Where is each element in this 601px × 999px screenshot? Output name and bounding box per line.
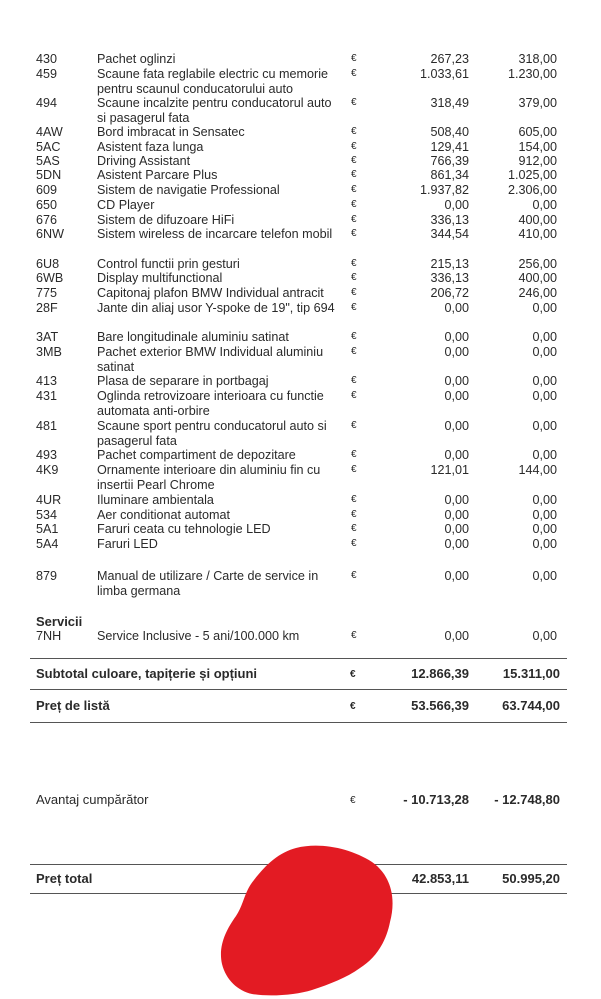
item-description: Faruri ceata cu tehnologie LED [97,522,271,536]
item-currency: € [351,126,357,137]
item-net-price: 0,00 [444,522,469,536]
item-net-price: 0,00 [444,389,469,403]
item-description: Control functii prin gesturi [97,257,240,271]
item-code: 5AS [36,154,60,168]
item-net-price: 336,13 [430,213,469,227]
item-net-price: 0,00 [444,301,469,315]
item-gross-price: 0,00 [532,537,557,551]
item-code: 3MB [36,345,62,359]
item-code: 609 [36,183,58,197]
advantage-gross: - 12.748,80 [494,792,560,807]
item-net-price: 336,13 [430,271,469,285]
item-description: Iluminare ambientala [97,493,214,507]
item-gross-price: 1.025,00 [507,168,557,182]
item-description: Sistem de navigatie Professional [97,183,280,197]
list-price-currency: € [350,701,356,712]
item-net-price: 318,49 [430,96,469,110]
item-net-price: 0,00 [444,419,469,433]
advantage-currency: € [350,795,356,806]
item-description: Scaune incalzite pentru conducatorul auto si pasagerul fata [97,96,332,125]
subtotal-net: 12.866,39 [411,666,469,681]
item-currency: € [351,155,357,166]
item-gross-price: 0,00 [532,374,557,388]
item-net-price: 766,39 [430,154,469,168]
item-description: Faruri LED [97,537,158,551]
item-description: Capitonaj plafon BMW Individual antracit [97,286,324,300]
item-net-price: 0,00 [444,629,469,643]
advantage-label: Avantaj cumpărător [36,792,149,807]
services-section-title: Servicii [36,614,83,629]
item-currency: € [351,538,357,549]
item-net-price: 215,13 [430,257,469,271]
item-description: Oglinda retrovizoare interioara cu functie automata anti-orbire [97,389,324,418]
item-currency: € [351,509,357,520]
item-gross-price: 0,00 [532,493,557,507]
item-description: Asistent faza lunga [97,140,204,154]
item-gross-price: 256,00 [518,257,557,271]
list-price-label: Preț de listă [36,698,110,713]
item-net-price: 0,00 [444,345,469,359]
item-currency: € [351,346,357,357]
list-price-gross: 63.744,00 [502,698,560,713]
total-gross: 50.995,20 [502,871,560,886]
item-net-price: 508,40 [430,125,469,139]
item-code: 676 [36,213,58,227]
item-net-price: 0,00 [444,448,469,462]
item-code: 481 [36,419,58,433]
item-currency: € [351,449,357,460]
item-code: 5A1 [36,522,59,536]
item-gross-price: 400,00 [518,213,557,227]
item-code: 7NH [36,629,62,643]
item-currency: € [351,390,357,401]
item-code: 28F [36,301,58,315]
item-description: Driving Assistant [97,154,191,168]
item-code: 5A4 [36,537,59,551]
watermark-text: autovit.ro [8,974,67,989]
item-net-price: 0,00 [444,493,469,507]
item-description: Sistem wireless de incarcare telefon mobil [97,227,333,241]
item-currency: € [351,199,357,210]
item-net-price: 0,00 [444,374,469,388]
item-currency: € [351,228,357,239]
item-currency: € [351,214,357,225]
item-currency: € [351,272,357,283]
item-code: 459 [36,67,58,81]
item-gross-price: 144,00 [518,463,557,477]
item-net-price: 344,54 [430,227,469,241]
item-description: Asistent Parcare Plus [97,168,218,182]
item-code: 5DN [36,168,62,182]
item-gross-price: 318,00 [518,52,557,66]
item-gross-price: 912,00 [518,154,557,168]
item-code: 3AT [36,330,59,344]
item-code: 4K9 [36,463,59,477]
item-currency: € [351,68,357,79]
item-gross-price: 246,00 [518,286,557,300]
item-description: Aer conditionat automat [97,508,231,522]
total-net: 42.853,11 [411,871,469,886]
item-code: 5AC [36,140,61,154]
item-description: Jante din aliaj usor Y-spoke de 19", tip 694 [97,301,335,315]
item-net-price: 1.033,61 [419,67,469,81]
item-code: 775 [36,286,58,300]
item-gross-price: 0,00 [532,389,557,403]
item-net-price: 206,72 [430,286,469,300]
item-gross-price: 0,00 [532,198,557,212]
item-net-price: 0,00 [444,537,469,551]
item-gross-price: 0,00 [532,522,557,536]
item-net-price: 121,01 [430,463,469,477]
item-net-price: 129,41 [430,140,469,154]
item-net-price: 267,23 [430,52,469,66]
item-currency: € [351,494,357,505]
item-gross-price: 0,00 [532,419,557,433]
item-net-price: 0,00 [444,330,469,344]
item-description: CD Player [97,198,155,212]
item-description: Manual de utilizare / Carte de service in limba germana [97,569,319,598]
item-net-price: 0,00 [444,508,469,522]
item-gross-price: 1.230,00 [507,67,557,81]
item-code: 494 [36,96,58,110]
item-currency: € [351,464,357,475]
item-description: Scaune sport pentru conducatorul auto si pasagerul fata [97,419,327,448]
item-description: Display multifunctional [97,271,223,285]
item-code: 6NW [36,227,64,241]
item-gross-price: 0,00 [532,569,557,583]
item-code: 4AW [36,125,63,139]
item-code: 4UR [36,493,62,507]
subtotal-label: Subtotal culoare, tapițerie și opțiuni [36,666,258,681]
item-gross-price: 0,00 [532,301,557,315]
item-currency: € [351,169,357,180]
item-currency: € [351,287,357,298]
item-net-price: 0,00 [444,569,469,583]
item-description: Plasa de separare in portbagaj [97,374,269,388]
item-gross-price: 0,00 [532,629,557,643]
item-currency: € [351,184,357,195]
item-net-price: 0,00 [444,198,469,212]
subtotal-currency: € [350,669,356,680]
item-code: 534 [36,508,58,522]
item-description: Service Inclusive - 5 ani/100.000 km [97,629,300,643]
item-gross-price: 0,00 [532,508,557,522]
item-gross-price: 400,00 [518,271,557,285]
item-currency: € [351,375,357,386]
item-code: 413 [36,374,58,388]
item-currency: € [351,141,357,152]
item-code: 6U8 [36,257,60,271]
item-gross-price: 0,00 [532,448,557,462]
item-description: Scaune fata reglabile electric cu memorie pentru scaunul conducatorului auto [97,67,328,96]
item-currency: € [351,331,357,342]
item-gross-price: 154,00 [518,140,557,154]
item-description: Pachet oglinzi [97,52,176,66]
item-code: 650 [36,198,58,212]
item-currency: € [351,570,357,581]
item-code: 493 [36,448,58,462]
item-code: 430 [36,52,58,66]
list-price-net: 53.566,39 [411,698,469,713]
item-net-price: 861,34 [430,168,469,182]
item-gross-price: 2.306,00 [507,183,557,197]
item-description: Pachet compartiment de depozitare [97,448,296,462]
item-description: Bord imbracat in Sensatec [97,125,245,139]
item-code: 6WB [36,271,64,285]
item-currency: € [351,53,357,64]
item-currency: € [351,420,357,431]
item-currency: € [351,258,357,269]
advantage-net: - 10.713,28 [403,792,469,807]
item-currency: € [351,630,357,641]
item-description: Ornamente interioare din aluminiu fin cu insertii Pearl Chrome [97,463,321,492]
item-currency: € [351,523,357,534]
item-description: Bare longitudinale aluminiu satinat [97,330,289,344]
item-code: 879 [36,569,58,583]
item-gross-price: 410,00 [518,227,557,241]
item-code: 431 [36,389,58,403]
item-gross-price: 379,00 [518,96,557,110]
item-currency: € [351,97,357,108]
item-description: Pachet exterior BMW Individual aluminiu satinat [97,345,324,374]
item-gross-price: 0,00 [532,345,557,359]
item-description: Sistem de difuzoare HiFi [97,213,235,227]
item-gross-price: 0,00 [532,330,557,344]
item-currency: € [351,302,357,313]
subtotal-gross: 15.311,00 [502,666,560,681]
total-label: Preț total [36,871,93,886]
item-net-price: 1.937,82 [419,183,469,197]
item-gross-price: 605,00 [518,125,557,139]
